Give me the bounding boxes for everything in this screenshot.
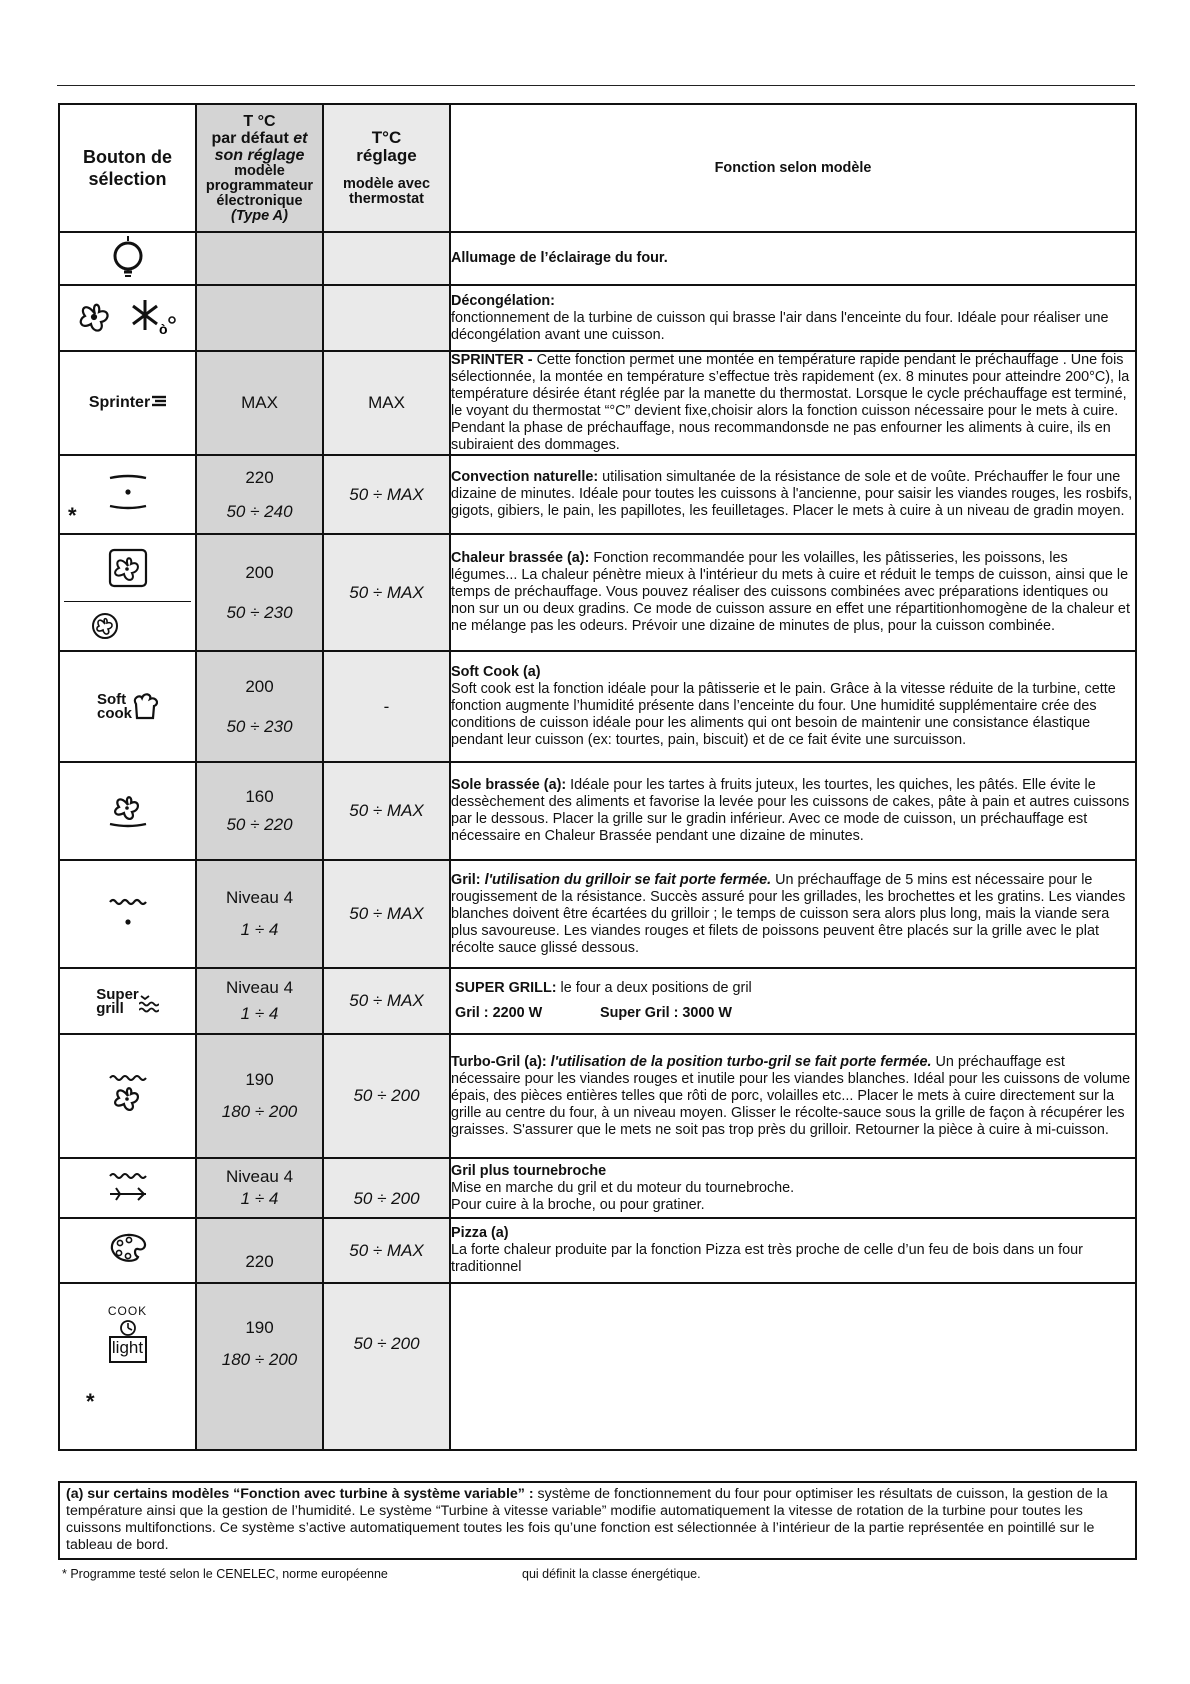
footnote-heading: (a) sur certains modèles “Fonction avec turbine à système variable” :	[66, 1486, 534, 1502]
super-grill-label1: Super	[96, 986, 139, 1003]
header-t2-line2: réglage	[356, 146, 417, 165]
function-text: Fonction recommandée pour les volailles, les pâtisseries, les poissons, les légumes... La chaleur pénètre mieux à l'intérieur du mets à cuire et réduit le temps de cuisson, ainsi que le temps de préchauffage. Vous pouvez réaliser des cuissons combinées avec préparations identiques ou non sur un ou deux gradins. Ce mode de cuisson assure en effet une répartitionhomogène de la chaleur et ne mélange pas les odeurs. Prévoir une dizaine de minutes de plus, pour la cuisson combinée.	[451, 550, 1130, 634]
super-grill-power: Super Gril : 3000 W	[600, 1005, 732, 1021]
temp-default-range: 1 ÷ 4	[240, 920, 279, 939]
function-title-emphasis: l'utilisation de la position turbo-gril se fait porte fermée.	[550, 1053, 932, 1070]
defrost-icon	[73, 294, 183, 338]
header-selection-text: Bouton de sélection	[83, 147, 172, 189]
row-temp-thermostat	[323, 1158, 450, 1218]
header-t2-line1: T°C	[371, 128, 402, 147]
row-icon-cell	[59, 455, 196, 534]
function-title: Sole brassée (a):	[451, 777, 567, 793]
row-function	[450, 1218, 1136, 1283]
row-temp-thermostat	[323, 232, 450, 285]
row-function	[450, 860, 1136, 968]
row-function	[450, 968, 1136, 1034]
header-temp-electronic	[196, 104, 323, 232]
temp-default-value: 190	[245, 1070, 274, 1089]
temp-thermostat-value: 50 ÷ MAX	[349, 582, 424, 602]
function-text: Cette fonction permet une montée en température rapide pendant le préchauffage . Une fois sélectionnée, la montée en température s’effectue très rapidement (ex. 8 minutes pour atteindre 200°C), la température désirée étant réglée par la manette du thermostat. Lorsque le cycle préchauffage est terminé, le voyant du thermostat “°C” devient fixe,choisir alors la fonction cuisson nécessaire pour le mets à cuire. Pendant la phase de préchauffage, nous recommandonsde ne pas enfourner les aliments à cuire, ils en subiraient des dommages.	[451, 352, 1130, 453]
temp-thermostat-value: 50 ÷ 200	[353, 1189, 420, 1208]
row-temp-thermostat	[323, 1218, 450, 1283]
row-function	[450, 651, 1136, 762]
cook-light-icon	[105, 1304, 151, 1358]
row-temp-default	[196, 232, 323, 285]
temp-thermostat-value: 50 ÷ MAX	[349, 484, 424, 504]
footnote-text: système de fonctionnement du four pour optimiser les résultats de cuisson, la gestion de la température ainsi que la gestion de l’humidité. Le système “Turbine à vitesse variable” modifie automatiquement la vitesse de rotation de la turbine pour toutes les cuissons multifonctions. Ce système s’active automatiquement toutes les fois qu’une fonction est sélectionnée à l’intérieur de la partie représentée en pointillé sur le tableau de bord.	[66, 1486, 1108, 1553]
function-title: Chaleur brassée (a):	[451, 550, 590, 566]
row-temp-thermostat	[323, 860, 450, 968]
function-text: le four a deux positions de gril	[556, 980, 752, 996]
row-temp-thermostat	[323, 651, 450, 762]
header-function: Fonction selon modèle	[450, 104, 1136, 232]
function-title: Allumage de l’éclairage du four.	[451, 250, 668, 266]
row-temp-default	[196, 285, 323, 351]
row-temp-default	[196, 1283, 323, 1450]
temp-default-value: 220	[245, 467, 274, 487]
row-temp-default	[196, 860, 323, 968]
temp-default-value: MAX	[241, 393, 278, 412]
function-text-2: Pour cuire à la broche, ou pour gratiner.	[451, 1196, 705, 1213]
super-grill-icon	[96, 988, 159, 1016]
row-function	[450, 232, 1136, 285]
function-title: Gril:	[451, 871, 485, 888]
table-header-row	[59, 104, 1136, 232]
table-row	[59, 1218, 1136, 1283]
row-temp-thermostat	[323, 455, 450, 534]
temp-thermostat-value: 50 ÷ 200	[353, 1086, 420, 1105]
temp-default-value: Niveau 4	[225, 978, 294, 997]
temp-default-value: 190	[245, 1318, 274, 1337]
function-title: SPRINTER -	[451, 352, 537, 368]
header-t1-line4: modèle programmateur électronique	[205, 162, 314, 209]
function-title: Gril plus tournebroche	[451, 1162, 607, 1179]
temp-default-value: Niveau 4	[225, 888, 294, 907]
row-icon-cell	[59, 968, 196, 1034]
temp-thermostat-value: MAX	[368, 393, 405, 412]
energy-footnote-right: qui définit la classe énergétique.	[522, 1567, 701, 1581]
temp-default-value: 200	[245, 676, 274, 696]
row-function	[450, 1283, 1136, 1450]
grill-icon	[106, 892, 150, 932]
row-temp-thermostat	[323, 534, 450, 651]
temp-thermostat-value: -	[383, 696, 390, 716]
table-row	[59, 351, 1136, 455]
row-temp-default	[196, 455, 323, 534]
row-temp-thermostat	[323, 968, 450, 1034]
row-temp-default	[196, 1034, 323, 1158]
function-title: Décongélation:	[451, 292, 555, 309]
temp-default-range: 50 ÷ 230	[226, 602, 293, 622]
table-row	[59, 455, 1136, 534]
table-row	[59, 651, 1136, 762]
header-selection	[59, 104, 196, 232]
temp-default-range: 1 ÷ 4	[240, 1004, 279, 1023]
table-row	[59, 1158, 1136, 1218]
grill-power: Gril : 2200 W	[455, 1005, 543, 1021]
row-temp-default	[196, 1218, 323, 1283]
top-rule	[57, 85, 1135, 86]
row-temp-default	[196, 1158, 323, 1218]
temp-default-range: 180 ÷ 200	[221, 1102, 298, 1121]
function-text: utilisation simultanée de la résistance de sole et de voûte. Préchauffer le four une dizaine de minutes. Idéale pour toutes les cuissons à l'ancienne, pour saisir les viandes rouges, les rosbifs, gigots, gibiers, le pain, les papillotes, les feuilletages. Placer le mets à cuire à un niveau de gradin moyen.	[451, 469, 1133, 519]
row-temp-thermostat	[323, 1034, 450, 1158]
header-t2-line3: modèle avec thermostat	[342, 176, 431, 207]
function-text: Mise en marche du gril et du moteur du tournebroche.	[451, 1179, 795, 1196]
header-t1-line2-text: par défaut	[211, 129, 294, 147]
temp-default-range: 50 ÷ 220	[226, 815, 293, 834]
row-function	[450, 1158, 1136, 1218]
header-t1-line5: (Type A)	[231, 207, 288, 224]
row-icon-cell	[59, 860, 196, 968]
temp-default-range: 50 ÷ 230	[226, 716, 293, 736]
row-icon-cell	[59, 1218, 196, 1283]
temp-thermostat-value: 50 ÷ MAX	[349, 991, 424, 1010]
super-grill-label2: grill	[96, 1000, 124, 1017]
function-title: Turbo-Gril (a):	[451, 1053, 551, 1070]
row-icon-cell	[59, 534, 196, 651]
pizza-icon	[106, 1229, 150, 1267]
row-function	[450, 1034, 1136, 1158]
temp-default-value: 220	[245, 1252, 274, 1271]
energy-test-star: *	[86, 1389, 95, 1414]
row-icon-cell	[59, 232, 196, 285]
cook-light-label2: light	[111, 1338, 144, 1357]
function-text: Idéale pour les tartes à fruits juteux, les tourtes, les quiches, les pâtés. Elle évite le dessèchement des aliments et favorise la levée pour les cuissons de cakes, pâte à pain et autres cuissons par le dessous. Placer la grille sur le gradin inférieur. Avec ce mode de cuisson, un préchauffage est nécessaire en Chaleur Brassée pendant une dizaine de minutes.	[451, 777, 1130, 844]
table-row	[59, 232, 1136, 285]
function-title: Pizza (a)	[451, 1225, 509, 1241]
function-text: fonctionnement de la turbine de cuisson qui brasse l'air dans l'enceinte du four. Idéale pour réaliser une décongélation avant une cuisson.	[451, 309, 1109, 343]
table-row	[59, 1034, 1136, 1158]
conventional-icon	[106, 470, 150, 514]
sprinter-icon	[89, 394, 166, 411]
temp-default-value: 200	[245, 562, 274, 582]
row-temp-thermostat	[323, 762, 450, 860]
row-icon-cell	[59, 285, 196, 351]
temp-default-range: 50 ÷ 240	[226, 501, 293, 521]
table-row	[59, 968, 1136, 1034]
table-row	[59, 285, 1136, 351]
row-function	[450, 455, 1136, 534]
temp-default-range: 180 ÷ 200	[221, 1350, 298, 1369]
function-title: SUPER GRILL:	[455, 980, 557, 996]
row-icon-cell	[59, 1034, 196, 1158]
functions-table	[58, 103, 1137, 1451]
oven-light-icon	[108, 234, 148, 278]
table-row	[59, 534, 1136, 651]
function-title: Convection naturelle:	[451, 469, 599, 485]
sprinter-icon-label: Sprinter	[88, 394, 151, 412]
row-function	[450, 285, 1136, 351]
table-row	[59, 1283, 1136, 1450]
row-temp-default	[196, 534, 323, 651]
row-temp-thermostat	[323, 351, 450, 455]
temp-thermostat-value: 50 ÷ MAX	[349, 1240, 424, 1260]
temp-default-value: 160	[245, 787, 274, 806]
row-function	[450, 534, 1136, 651]
temp-default-value: Niveau 4	[225, 1167, 294, 1186]
function-text: La forte chaleur produite par la fonction Pizza est très proche de celle d’un feu de bois dans un four traditionnel	[451, 1242, 1083, 1275]
row-icon-cell	[59, 651, 196, 762]
rotisserie-icon	[106, 1168, 150, 1204]
temp-thermostat-value: 50 ÷ MAX	[349, 801, 424, 820]
soft-cook-icon	[97, 692, 158, 722]
cook-light-label1: COOK	[107, 1304, 148, 1318]
turbo-grill-icon	[106, 1072, 150, 1116]
table-row	[59, 860, 1136, 968]
temp-default-range: 1 ÷ 4	[240, 1189, 279, 1208]
row-icon-cell	[59, 1283, 196, 1450]
function-title-emphasis: l'utilisation du grilloir se fait porte fermée.	[484, 871, 772, 888]
row-icon-cell	[59, 762, 196, 860]
temp-thermostat-value: 50 ÷ MAX	[349, 904, 424, 923]
row-temp-default	[196, 762, 323, 860]
soft-cook-label1: Soft	[96, 691, 127, 708]
row-function	[450, 351, 1136, 455]
row-temp-thermostat	[323, 285, 450, 351]
row-function	[450, 762, 1136, 860]
soft-cook-label2: cook	[96, 705, 132, 722]
header-t1-line1: T °C	[243, 112, 276, 130]
row-icon-cell	[59, 351, 196, 455]
fan-eco-icon	[90, 611, 120, 641]
function-text: Un préchauffage est nécessaire pour les viandes rouges et inutile pour les viandes blanches. Idéal pour les cuissons de volume épais, des pièces entières telles que rôti de porc, volailles etc... Placer le mets à cuire directement sur la grille au centre du four, à un niveau moyen. Glisser le récolte-sauce sous la grille de façon à récupérer les graisses. S'assurer que le mets ne soit pas trop près du grilloir. Retourner la pièce à cuire à mi-cuisson.	[451, 1053, 1131, 1138]
row-icon-cell	[59, 1158, 196, 1218]
function-text: Soft cook est la fonction idéale pour la pâtisserie et le pain. Grâce à la vitesse réduite de la turbine, cette fonction augmente l’humidité présente dans l’enceinte du four. Une humidité supplémentaire crée des conditions de cuisson idéale pour les aliments qui ont besoin de maintenir une consistance élastique pendant leur cuisson (ex: tourtes, pain, biscuit) et de ce fait évite une surcuisson.	[451, 681, 1116, 748]
footnote-variable-turbine	[58, 1481, 1137, 1560]
table-row	[59, 762, 1136, 860]
temp-thermostat-value: 50 ÷ 200	[353, 1334, 420, 1353]
row-temp-default	[196, 651, 323, 762]
header-temp-thermostat	[323, 104, 450, 232]
energy-footnote-left: * Programme testé selon le CENELEC, norme européenne	[62, 1567, 388, 1581]
header-t1-line3: son réglage	[214, 146, 305, 164]
row-temp-default	[196, 968, 323, 1034]
function-text: Un préchauffage de 5 mins est nécessaire pour le rougissement de la résistance. Succès assuré pour les grillades, les brochettes et les gratins. Les viandes blanches doivent être écartées du grilloir ; le temps de cuisson sera alors plus long, mais la viande sera plus savoureuse. Les viandes rouges et filets de poissons peuvent être placés sur la grille avec le plat récolte sauce glissé dessous.	[451, 871, 1126, 956]
function-title: Soft Cook (a)	[451, 664, 541, 680]
header-t1-line2-em: et	[293, 129, 308, 147]
bottom-fan-icon	[106, 787, 150, 831]
row-temp-thermostat	[323, 1283, 450, 1450]
row-temp-default	[196, 351, 323, 455]
header-t1-line2	[199, 130, 320, 147]
svg-text:ò: ò	[158, 320, 168, 337]
energy-test-star: *	[68, 503, 77, 528]
fan-heat-icon	[106, 546, 150, 590]
